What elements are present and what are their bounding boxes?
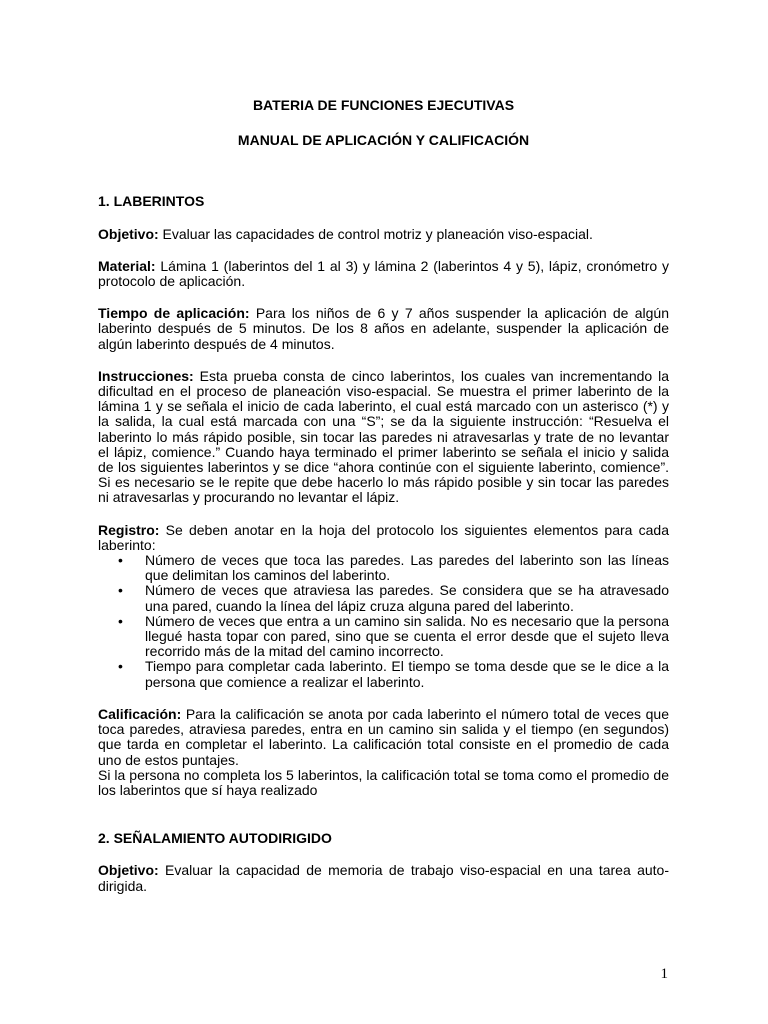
registro-label: Registro: <box>98 521 160 538</box>
list-item <box>98 553 669 583</box>
bullet-icon: • <box>118 658 123 675</box>
document-page <box>98 98 669 894</box>
list-item <box>98 659 669 689</box>
paragraph-objetivo <box>98 227 669 242</box>
objetivo-2-label: Objetivo: <box>98 862 159 879</box>
list-item-text: Número de veces que entra a un camino sin salida. No es necesario que la persona llegué hasta topar con pared, sino que se cuenta el error desde que el sujeto lleva recorrido más de la mitad del camino incorrecto. <box>145 612 669 660</box>
document-subtitle: MANUAL DE APLICACIÓN Y CALIFICACIÓN <box>237 132 530 149</box>
bullet-icon: • <box>118 582 123 599</box>
tiempo-label: Tiempo de aplicación: <box>98 305 250 322</box>
bullet-icon: • <box>118 612 123 629</box>
instrucciones-label: Instrucciones: <box>98 367 194 384</box>
calificacion-label: Calificación: <box>98 705 182 722</box>
list-item <box>98 614 669 660</box>
registro-text: Se deben anotar en la hoja del protocolo los siguientes elementos para cada laberinto: <box>98 521 669 553</box>
page-number: 1 <box>660 966 668 982</box>
paragraph-material <box>98 259 669 289</box>
paragraph-instrucciones <box>98 369 669 506</box>
paragraph-objetivo-2 <box>98 863 669 893</box>
list-item-text: Número de veces que toca las paredes. Las paredes del laberinto son las líneas que delimitan los caminos del laberinto. <box>145 552 669 584</box>
section-heading-laberintos: 1. LABERINTOS <box>98 193 205 210</box>
paragraph-registro <box>98 523 669 553</box>
list-item-text: Número de veces que atraviesa las paredes. Se considera que se ha atravesado una pared, cuando la línea del lápiz cruza alguna pared del laberinto. <box>145 582 669 614</box>
bullet-icon: • <box>118 552 123 569</box>
paragraph-calificacion-2: Si la persona no completa los 5 laberintos, la calificación total se toma como el promedio de los laberintos que sí haya realizado <box>98 766 669 798</box>
objetivo-text: Evaluar las capacidades de control motriz y planeación viso-espacial. <box>158 225 593 242</box>
instrucciones-text: Esta prueba consta de cinco laberintos, los cuales van incrementando la dificultad en el proceso de planeación viso-espacial. Se muestra el primer laberinto de la lámina 1 y se señala el inicio de cada laberinto, el cual está marcado con un asterisco (*) y la salida, la cual está marcada con una “S”; se da la siguiente instrucción: “Resuelva el laberinto lo más rápido posible, sin tocar las paredes ni atravesarlas y trate de no levantar el lápiz, comience.” Cuando haya terminado el primer laberinto se señala el inicio y salida de los siguientes laberintos y se dice “ahora continúe con el siguiente laberinto, comience”. Si es necesario se le repite que debe hacerlo lo más rápido posible y sin tocar las paredes ni atravesarlas y procurando no levantar el lápiz. <box>98 367 669 506</box>
material-label: Material: <box>98 257 156 274</box>
document-title: BATERIA DE FUNCIONES EJECUTIVAS <box>252 97 515 113</box>
paragraph-calificacion <box>98 707 669 768</box>
material-text: Lámina 1 (laberintos del 1 al 3) y lámina 2 (laberintos 4 y 5), lápiz, cronómetro y protocolo de aplicación. <box>98 257 669 290</box>
objetivo-2-text: Evaluar la capacidad de memoria de trabajo viso-espacial en una tarea auto-dirigida. <box>98 862 669 894</box>
section-heading-senalamiento: 2. SEÑALAMIENTO AUTODIRIGIDO <box>98 830 332 847</box>
objetivo-label: Objetivo: <box>98 225 159 242</box>
registro-list <box>98 553 669 690</box>
calificacion-text: Para la calificación se anota por cada laberinto el número total de veces que toca paredes, atraviesa paredes, entra en un camino sin salida y el tiempo (en segundos) que tarda en completar el laberinto. La calificación total consiste en el promedio de cada uno de estos puntajes. <box>98 705 669 768</box>
list-item-text: Tiempo para completar cada laberinto. El tiempo se toma desde que se le dice a la persona que comience a realizar el laberinto. <box>145 658 669 690</box>
tiempo-text: Para los niños de 6 y 7 años suspender la aplicación de algún laberinto después de 5 minutos. De los 8 años en adelante, suspender la aplicación de algún laberinto después de 4 minutos. <box>98 305 669 352</box>
paragraph-tiempo <box>98 306 669 352</box>
list-item <box>98 583 669 613</box>
